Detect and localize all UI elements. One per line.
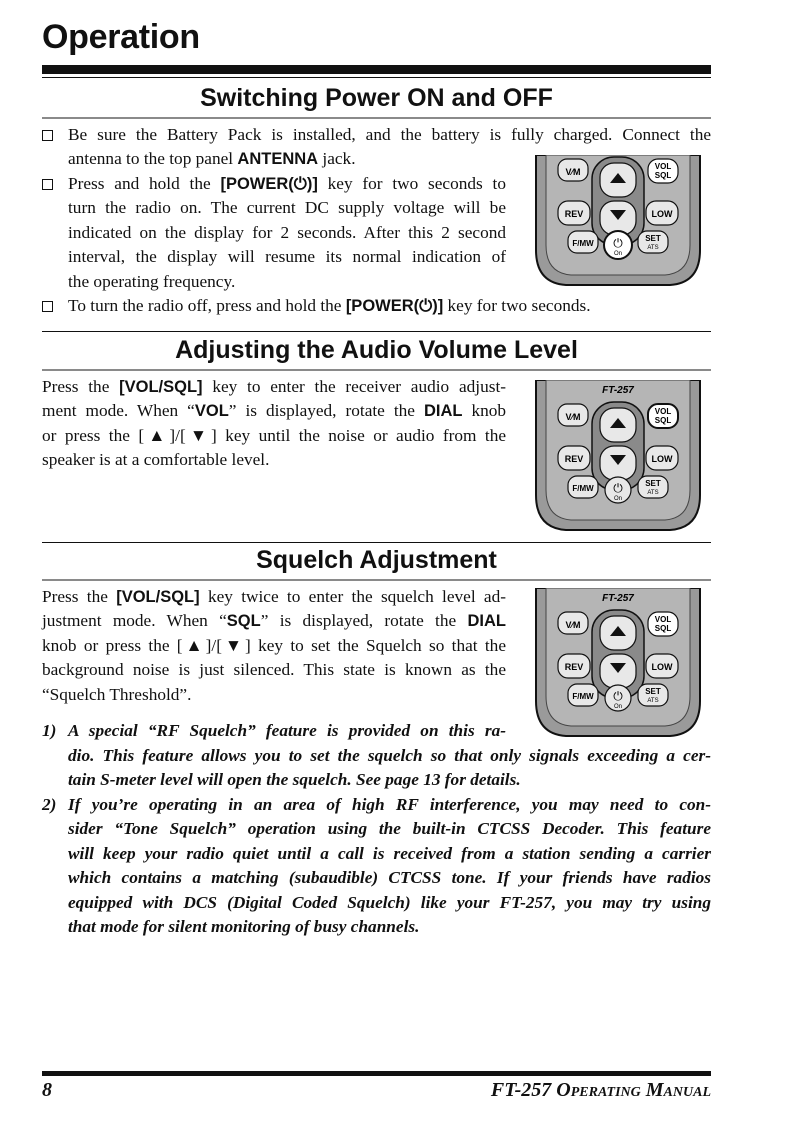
note-number: 1) (42, 721, 57, 740)
note-line: that mode for silent monitoring of busy channels. (68, 917, 420, 936)
power-line-3: Press and hold the [POWER(⏻)] key for two seconds to (68, 172, 506, 197)
squelch-line-3: knob or press the [▲]/[▼] key to set the Squelch so that the (42, 636, 506, 655)
note-line: sider “Tone Squelch” operation using the built-in CTCSS Decoder. This feature (68, 819, 711, 838)
volume-line-2: ment mode. When “VOL” is displayed, rotate the DIAL knob (42, 401, 506, 420)
power-line-1: Be sure the Battery Pack is installed, and the battery is fully charged. Connect the (68, 123, 711, 148)
power-line-8: To turn the radio off, press and hold the [POWER(⏻)] key for two seconds. (68, 294, 591, 319)
power-line-7: the operating frequency. (68, 272, 236, 291)
section-rule (42, 331, 711, 332)
on-label: On (613, 704, 623, 710)
footer-rule (42, 1071, 711, 1076)
model-label: FT-257 (602, 593, 634, 604)
low-key-label: LOW (651, 662, 673, 672)
power-key-icon: ⏻ (613, 689, 623, 703)
power-line-4: turn the radio on. The current DC supply voltage will be (68, 198, 506, 217)
ats-key-label: ATS (647, 490, 659, 496)
set-key-label: SET (645, 479, 661, 488)
section-rule (42, 579, 711, 581)
squelch-line-5: “Squelch Threshold”. (42, 685, 192, 704)
rev-key-label: REV (564, 209, 584, 219)
section-title-volume: Adjusting the Audio Volume Level (175, 336, 578, 364)
on-label: On (613, 251, 623, 257)
ats-key-label: ATS (647, 698, 659, 704)
section-title-power: Switching Power ON and OFF (200, 84, 553, 112)
section-rule (42, 369, 711, 371)
note-line: tain S-meter level will open the squelch. See page 13 for details. (68, 770, 521, 789)
note-line: which contains a matching (subaudible) CTCSS tone. If your friends have radios (68, 868, 711, 887)
squelch-line-2: justment mode. When “SQL” is displayed, rotate the DIAL (42, 611, 506, 630)
fmw-key-label: F/MW (572, 239, 594, 248)
vm-key-label: V⁄M (565, 167, 581, 177)
power-line-6: interval, the display will resume its normal indication of (68, 247, 506, 266)
fmw-key-label: F/MW (572, 484, 594, 493)
vol-key-label: VOL (654, 407, 672, 416)
low-key-label: LOW (651, 454, 673, 464)
radio-keypad-illustration (530, 588, 706, 738)
radio-keypad-illustration (530, 380, 706, 532)
sql-key-label: SQL (654, 624, 672, 633)
checkbox-bullet-icon (42, 179, 53, 190)
volume-line-3: or press the [▲]/[▼] key until the noise or audio from the (42, 426, 506, 445)
note-line: will keep your radio quiet until a call is received from a station sending a carrier (68, 844, 711, 863)
manual-title: FT-257 Operating Manual (490, 1079, 711, 1101)
low-key-label: LOW (651, 209, 673, 219)
page-title: Operation (42, 18, 200, 56)
volume-line-4: speaker is at a comfortable level. (42, 450, 270, 469)
page-number: 8 (42, 1079, 52, 1101)
set-key-label: SET (645, 234, 661, 243)
rev-key-label: REV (564, 662, 584, 672)
power-key-icon: ⏻ (613, 481, 623, 495)
sql-key-label: SQL (654, 416, 672, 425)
note-line: A special “RF Squelch” feature is provided on this ra- (68, 721, 506, 740)
power-symbol-icon: ⏻ (293, 175, 307, 193)
squelch-line-4: background noise is just silenced. This state is known as the (42, 660, 506, 679)
header-rule-thin (42, 77, 711, 78)
section-rule (42, 542, 711, 543)
vol-key-label: VOL (654, 162, 672, 171)
checkbox-bullet-icon (42, 130, 53, 141)
note-line: equipped with DCS (Digital Coded Squelch) like your FT-257, you may try using (68, 893, 711, 912)
radio-keypad-illustration (530, 155, 706, 287)
power-line-5: indicated on the display for 2 seconds. After this 2 second (68, 223, 506, 242)
note-line: If you’re operating in an area of high RF interference, you may need to con- (68, 795, 711, 814)
power-symbol-icon: ⏻ (419, 297, 433, 315)
on-label: On (613, 496, 623, 502)
ats-key-label: ATS (647, 245, 659, 251)
sql-key-label: SQL (654, 171, 672, 180)
set-key-label: SET (645, 687, 661, 696)
model-label: FT-257 (602, 385, 634, 396)
checkbox-bullet-icon (42, 301, 53, 312)
squelch-line-1: Press the [VOL/SQL] key twice to enter the squelch level ad- (42, 587, 506, 606)
section-title-squelch: Squelch Adjustment (256, 546, 497, 574)
fmw-key-label: F/MW (572, 692, 594, 701)
power-line-2: antenna to the top panel ANTENNA jack. (68, 149, 356, 168)
header-rule (42, 65, 711, 74)
rev-key-label: REV (564, 454, 584, 464)
note-number: 2) (42, 795, 57, 814)
vol-key-label: VOL (654, 615, 672, 624)
note-line: dio. This feature allows you to set the squelch so that only signals exceeding a cer- (68, 746, 711, 765)
volume-line-1: Press the [VOL/SQL] key to enter the receiver audio adjust- (42, 377, 506, 396)
vm-key-label: V⁄M (565, 412, 581, 422)
section-rule (42, 117, 711, 119)
power-key-icon: ⏻ (613, 236, 623, 250)
vm-key-label: V⁄M (565, 620, 581, 630)
